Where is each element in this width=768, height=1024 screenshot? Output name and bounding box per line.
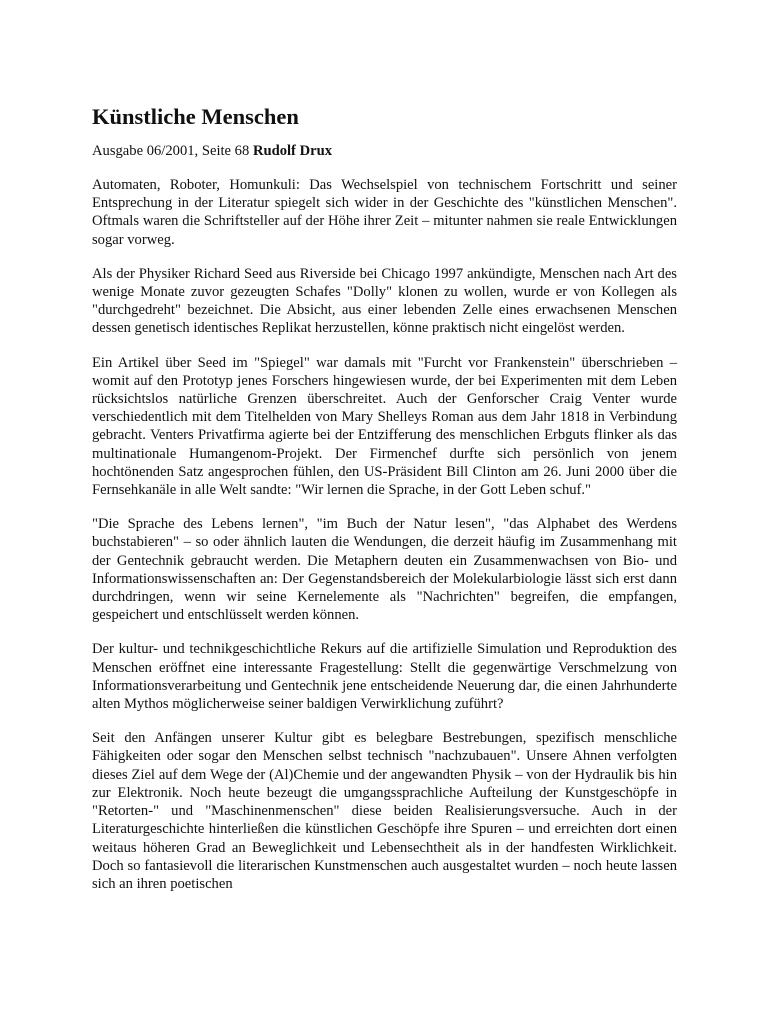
paragraph-5: Der kultur- und technikgeschichtliche Rekurs auf die artifizielle Simulation und Reproduktion des Menschen eröffnet eine interessante Fragestellung: Stellt die gegenwärtige Verschmelzung von Informationsverarbeitung und Gentechnik jene entscheidende Neuerung dar, die einen Jahrhunderte alten Mythos möglicherweise seiner baldigen Verwirklichung zuführt?: [92, 641, 677, 713]
author-name: Rudolf Drux: [252, 143, 332, 159]
paragraph-1: Automaten, Roboter, Homunkuli: Das Wechselspiel von technischem Fortschritt und seiner Entsprechung in der Literatur spiegelt sich wider in der Geschichte des "künstlichen Menschen". Oftmals waren die Schriftsteller auf der Höhe ihrer Zeit – mitunter nahmen sie reale Entwicklungen sogar vorweg.: [92, 177, 677, 248]
article-byline: [92, 142, 677, 160]
paragraph-3: Ein Artikel über Seed im "Spiegel" war damals mit "Furcht vor Frankenstein" überschrieben – womit auf den Prototyp jenes Forschers hingewiesen wurde, der bei Experimenten mit dem Leben rücksichtslos natürliche Grenzen überschreitet. Auch der Genforscher Craig Venter wurde verschiedentlich mit dem Titelhelden von Mary Shelleys Roman aus dem Jahr 1818 in Verbindung gebracht. Venters Privatfirma agierte bei der Entzifferung des menschlichen Erbguts flinker als das multinationale Humangenom-Projekt. Der Firmenchef durfte sich persönlich von jenem hochtönenden Satz angesprochen fühlen, den US-Präsident Bill Clinton am 26. Juni 2000 über die Fernsehkanäle in alle Welt sandte: "Wir lernen die Sprache, in der Gott Leben schuf.": [92, 354, 677, 499]
article-title: Künstliche Menschen: [92, 104, 299, 129]
paragraph-2: Als der Physiker Richard Seed aus Riverside bei Chicago 1997 ankündigte, Menschen nach Art des wenige Monate zuvor gezeugten Schafes "Dolly" klonen zu wollen, wurde er von Kollegen als "durchgedreht" bezeichnet. Die Absicht, aus einer lebenden Zelle eines erwachsenen Menschen dessen genetisch identisches Replikat herzustellen, könne praktisch nicht eingelöst werden.: [92, 265, 677, 337]
paragraph-4: "Die Sprache des Lebens lernen", "im Buch der Natur lesen", "das Alphabet des Werdens buchstabieren" – so oder ähnlich lauten die Wendungen, die derzeit häufig im Zusammenhang mit der Gentechnik gebraucht werden. Die Metaphern deuten ein Zusammenwachsen von Bio- und Informationswissenschaften an: Der Gegenstandsbereich der Molekularbiologie lässt sich erst dann durchdringen, wenn wir seine Kernelemente als "Nachrichten" begreifen, die empfangen, gespeichert und entschlüsselt werden können.: [92, 516, 677, 624]
paragraph-6: Seit den Anfängen unserer Kultur gibt es belegbare Bestrebungen, spezifisch menschliche Fähigkeiten oder sogar den Menschen selbst technisch "nachzubauen". Unsere Ahnen verfolgten dieses Ziel auf dem Wege der (Al)Chemie und der angewandten Physik – von der Hydraulik bis hin zur Elektronik. Noch heute bezeugt die umgangssprachliche Aufteilung der Kunstgeschöpfe in "Retorten-" und "Maschinenmenschen" diese beiden Realisierungsversuche. Auch in der Literaturgeschichte hinterließen die künstlichen Geschöpfe ihre Spuren – und erreichten dort einen weitaus höheren Grad an Beweglichkeit und Lebensechtheit als in der handfesten Wirklichkeit. Doch so fantasievoll die literarischen Kunstmenschen auch ausgestaltet wurden – noch heute lassen sich an ihren poetischen: [92, 730, 677, 892]
article: [92, 104, 677, 909]
issue-info: Ausgabe 06/2001, Seite 68: [92, 143, 250, 159]
